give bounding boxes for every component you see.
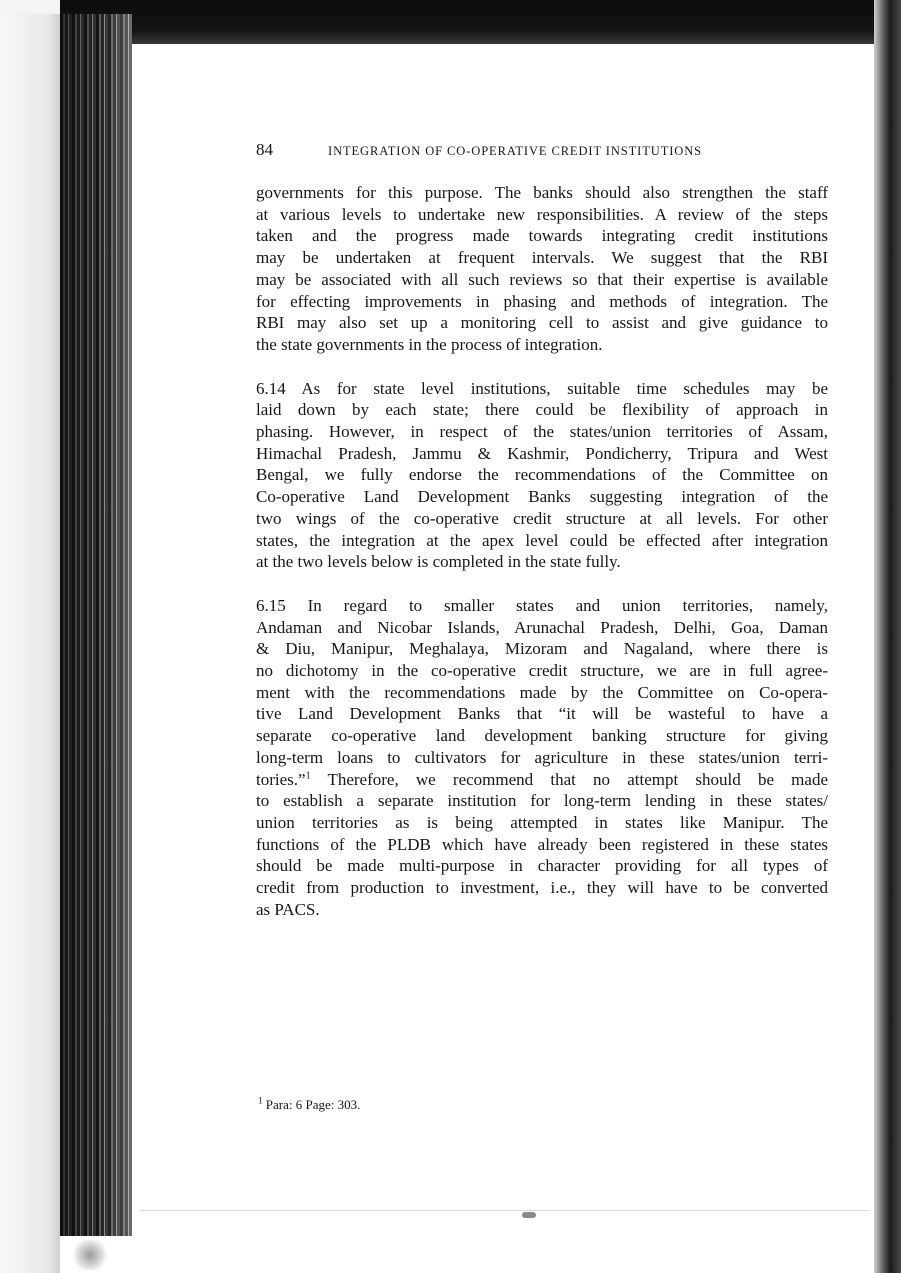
scan-left-margin [0, 14, 60, 1273]
scan-mark [522, 1212, 536, 1218]
scan-speck [70, 1240, 110, 1270]
scan-top-corner [0, 0, 60, 14]
text-line: as PACS. [256, 899, 320, 919]
text-line: Andaman and Nicobar Islands, Arunachal Pradesh, Delhi, Goa, Daman [256, 617, 828, 637]
page-header [256, 130, 828, 162]
text-line: states, the integration at the apex level could be effected after integration [256, 530, 828, 550]
text-line: functions of the PLDB which have already been registered in these states [256, 834, 828, 854]
text-line: credit from production to investment, i.e., they will have to be converted [256, 878, 828, 898]
footnote [258, 1097, 360, 1113]
text-line: may be associated with all such reviews so that their expertise is available [256, 269, 828, 289]
footnote-text: Para: 6 Page: 303. [262, 1097, 361, 1112]
running-head: INTEGRATION OF CO-OPERATIVE CREDIT INSTITUTIONS [328, 144, 702, 158]
text-line: 6.14 As for state level institutions, suitable time schedules may be [256, 378, 828, 398]
text-line: 6.15 In regard to smaller states and union territories, namely, [256, 595, 828, 615]
text-line: laid down by each state; there could be flexibility of approach in [256, 400, 828, 420]
text-segment: Therefore, we recommend that no attempt should be made [310, 769, 828, 789]
text-line: tive Land Development Banks that “it will be wasteful to have a [256, 704, 828, 724]
text-line: long-term loans to cultivators for agriculture in these states/union terri- [256, 747, 828, 767]
text-line: RBI may also set up a monitoring cell to assist and give guidance to [256, 313, 828, 333]
page-number: 84 [256, 140, 273, 159]
footnote-reference: 1 [305, 769, 311, 781]
footnote-mark: 1 [258, 1095, 263, 1106]
text-line: Bengal, we fully endorse the recommendations of the Committee on [256, 465, 828, 485]
text-line: at the two levels below is completed in the state fully. [256, 552, 621, 572]
text-segment: tories.” [256, 769, 306, 789]
text-line: phasing. However, in respect of the states/union territories of Assam, [256, 422, 828, 442]
text-line: & Diu, Manipur, Meghalaya, Mizoram and Nagaland, where there is [256, 639, 828, 659]
text-line: the state governments in the process of integration. [256, 334, 603, 354]
paragraph-1 [256, 182, 828, 356]
text-line: for effecting improvements in phasing and methods of integration. The [256, 291, 828, 311]
text-line: Co-operative Land Development Banks suggesting integration of the [256, 487, 828, 507]
text-line: ment with the recommendations made by the Committee on Co-opera- [256, 682, 828, 702]
text-line: Himachal Pradesh, Jammu & Kashmir, Pondicherry, Tripura and West [256, 443, 828, 463]
page-body [256, 130, 828, 943]
text-line: union territories as is being attempted in states like Manipur. The [256, 812, 828, 832]
book-top-edge [60, 0, 901, 44]
text-line: taken and the progress made towards integrating credit institutions [256, 226, 828, 246]
text-line: to establish a separate institution for long-term lending in these states/ [256, 791, 828, 811]
paragraph-6-14 [256, 378, 828, 573]
text-line: two wings of the co-operative credit structure at all levels. For other [256, 508, 828, 528]
paragraph-6-15 [256, 595, 828, 921]
book-right-edge [874, 0, 901, 1273]
text-line: should be made multi-purpose in character providing for all types of [256, 856, 828, 876]
text-line: separate co-operative land development banking structure for giving [256, 726, 828, 746]
page-bottom-edge [140, 1210, 870, 1211]
text-line: no dichotomy in the co-operative credit structure, we are in full agree- [256, 661, 828, 681]
text-line-footnote-ref [256, 769, 828, 791]
text-line: governments for this purpose. The banks should also strengthen the staff [256, 183, 828, 202]
text-line: at various levels to undertake new responsibilities. A review of the steps [256, 204, 828, 224]
text-line: may be undertaken at frequent intervals. We suggest that the RBI [256, 248, 828, 268]
book-spine-shadow [60, 14, 132, 1236]
